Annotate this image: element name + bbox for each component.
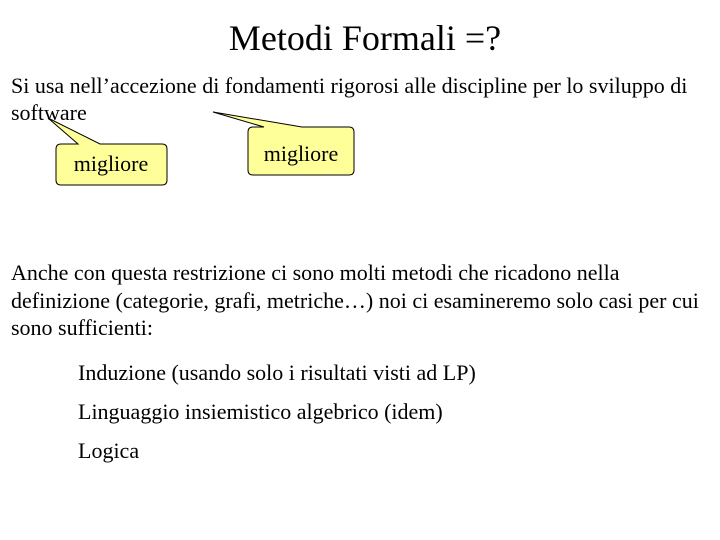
bullet-item-induzione: Induzione (usando solo i risultati visti ad LP) — [78, 360, 476, 385]
bullet-item-logica: Logica — [78, 438, 140, 463]
intro-paragraph: Si usa nell’accezione di fondamenti rigorosi alle discipline per lo sviluppo di software — [11, 73, 688, 125]
body-paragraph: Anche con questa restrizione ci sono molti metodi che ricadono nella definizione (categorie, grafi, metriche…) noi ci esamineremo solo casi per cui sono sufficienti: — [11, 260, 699, 340]
callout-label: migliore — [263, 141, 339, 166]
slide-title: Metodi Formali =? — [228, 18, 502, 58]
callout-label: migliore — [73, 151, 149, 176]
bullet-list — [78, 359, 476, 476]
bullet-item-linguaggio: Linguaggio insiemistico algebrico (idem) — [78, 399, 443, 424]
